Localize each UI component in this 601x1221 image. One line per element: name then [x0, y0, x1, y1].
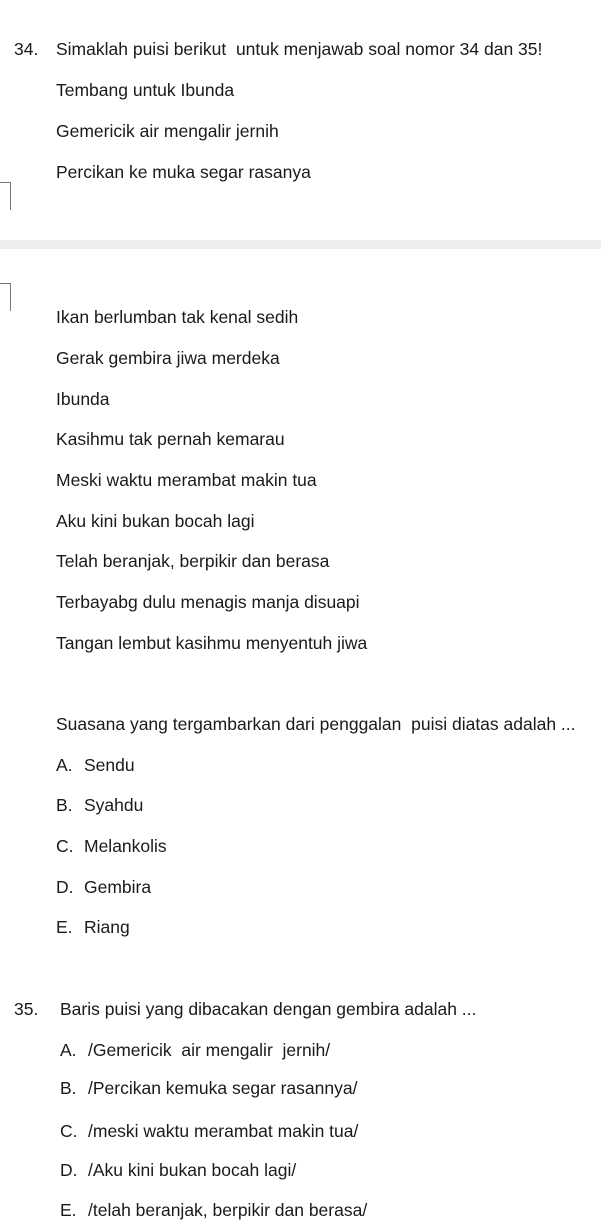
- option-letter: A.: [60, 1040, 77, 1060]
- option-text: Melankolis: [84, 836, 167, 856]
- option-letter: C.: [56, 836, 74, 856]
- question-34-instruction: Simaklah puisi berikut untuk menjawab soal nomor 34 dan 35!: [56, 39, 543, 59]
- option-text: /Gemericik air mengalir jernih/: [88, 1040, 331, 1060]
- poem-line: Ikan berlumban tak kenal sedih: [56, 307, 299, 327]
- option-text: /Percikan kemuka segar rasannya/: [88, 1078, 358, 1098]
- poem-title: Tembang untuk Ibunda: [56, 80, 235, 100]
- option-text: /telah beranjak, berpikir dan berasa/: [88, 1200, 368, 1220]
- option-text: /Aku kini bukan bocah lagi/: [88, 1160, 297, 1180]
- option-text: Gembira: [84, 877, 152, 897]
- poem-line: Meski waktu merambat makin tua: [56, 470, 317, 490]
- option-letter: D.: [56, 877, 74, 897]
- option-text: Riang: [84, 917, 130, 937]
- page-corner-mark: [0, 182, 11, 210]
- poem-line: Gerak gembira jiwa merdeka: [56, 348, 280, 368]
- option-text: /meski waktu merambat makin tua/: [88, 1121, 359, 1141]
- option-letter: B.: [56, 795, 73, 815]
- poem-line: Telah beranjak, berpikir dan berasa: [56, 551, 330, 571]
- option-text: Sendu: [84, 755, 135, 775]
- poem-line: Gemericik air mengalir jernih: [56, 121, 279, 141]
- question-35-number: 35.: [14, 999, 39, 1019]
- option-letter: B.: [60, 1078, 77, 1098]
- question-34-prompt: Suasana yang tergambarkan dari penggalan puisi diatas adalah ...: [56, 714, 576, 734]
- page-divider: [0, 240, 601, 249]
- option-letter: E.: [56, 917, 73, 937]
- poem-line: Percikan ke muka segar rasanya: [56, 162, 311, 182]
- option-letter: C.: [60, 1121, 78, 1141]
- poem-line: Kasihmu tak pernah kemarau: [56, 429, 285, 449]
- poem-line: Terbayabg dulu menagis manja disuapi: [56, 592, 360, 612]
- page-corner-mark: [0, 283, 11, 311]
- poem-line: Aku kini bukan bocah lagi: [56, 511, 255, 531]
- question-34-number: 34.: [14, 39, 39, 59]
- question-35-prompt: Baris puisi yang dibacakan dengan gembira adalah ...: [60, 999, 477, 1019]
- poem-line: Ibunda: [56, 389, 110, 409]
- option-letter: D.: [60, 1160, 78, 1180]
- option-text: Syahdu: [84, 795, 144, 815]
- option-letter: E.: [60, 1200, 77, 1220]
- poem-line: Tangan lembut kasihmu menyentuh jiwa: [56, 633, 368, 653]
- option-letter: A.: [56, 755, 73, 775]
